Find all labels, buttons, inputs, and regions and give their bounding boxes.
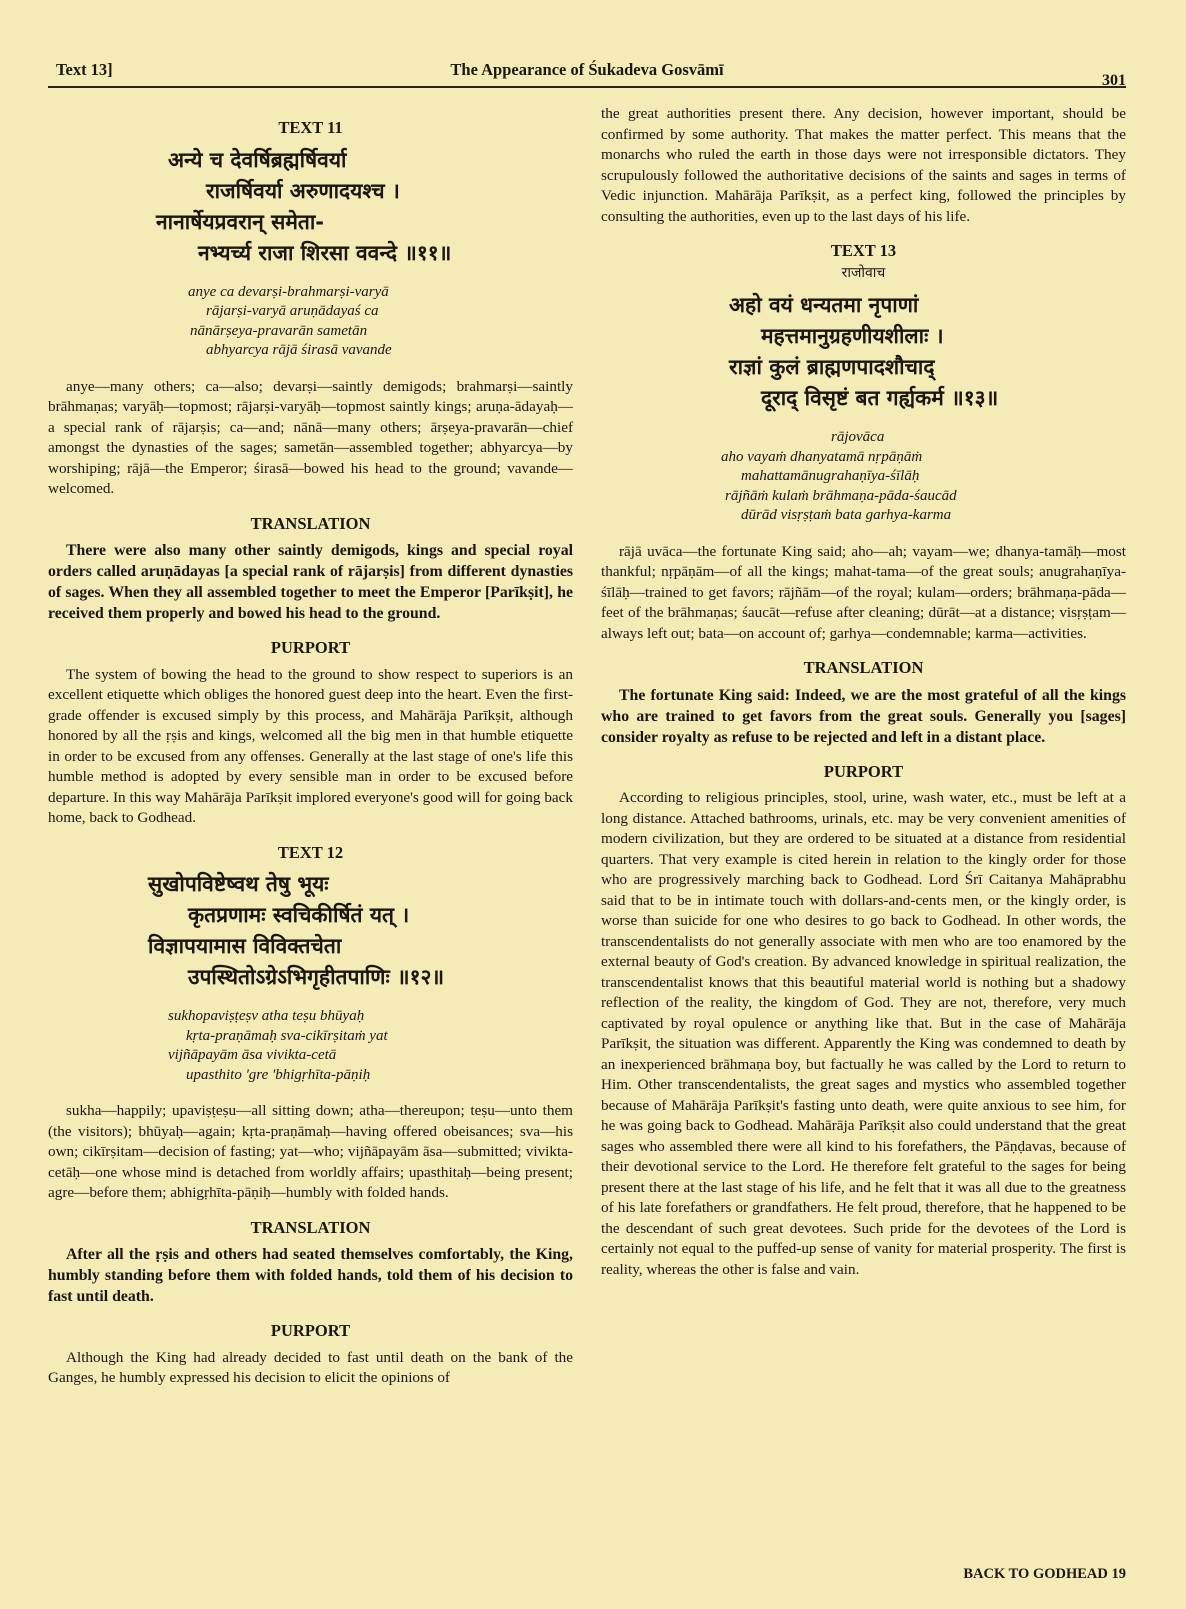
translit-line: upasthito 'gre 'bhigṛhīta-pāṇiḥ xyxy=(186,1066,371,1083)
two-column-body xyxy=(48,104,1126,1389)
text13-translation: The fortunate King said: Indeed, we are the most grateful of all the kings who are trained to get favors from the great souls. Generally you [sages] consider royalty as refuse to be rejected and left in a distant place. xyxy=(601,686,1126,746)
translit-line: dūrād visṛṣṭaṁ bata garhya-karma xyxy=(741,507,952,523)
text11-heading: TEXT 11 xyxy=(278,118,343,137)
text11-synonyms: anye—many others; ca—also; devarṣi—saintly demigods; brahmarṣi—saintly brāhmaṇas; varyāḥ—topmost; rājarṣi-varyāḥ—topmost saintly kings; aruṇa-ādayaḥ—a special rank of rājarṣis; ca—and; nānā—many others; ārṣeya-pravarān—chief amongst the dynasties of the sages; sametān—assembled together; abhyarcya—by worshiping; rājā—the Emperor; śirasā—bowed his head to the ground; vavande—welcomed. xyxy=(48,377,573,497)
text13-devanagari-subheading: राजोवाच xyxy=(841,265,886,281)
text12-transliteration xyxy=(48,1007,573,1085)
text12-purport-continuation: the great authorities present there. Any decision, however important, should be confirmed by some authority. That makes the matter perfect. This means that the monarchs who ruled the earth in those days were not irresponsible dictators. They scrupulously followed the authoritative decisions of the saints and sages in terms of Vedic injunction. Mahārāja Parīkṣit, as a perfect king, followed the principles by consulting the authorities, even up to the last days of his life. xyxy=(601,105,1126,225)
text12-purport-heading: PURPORT xyxy=(270,1321,351,1340)
text12-heading: TEXT 12 xyxy=(277,842,344,862)
translit-line: aho vayaṁ dhanyatamā nṛpāṇāṁ xyxy=(721,448,923,465)
text12-synonyms: sukha—happily; upaviṣṭeṣu—all sitting down; atha—thereupon; teṣu—unto them (the visitors); bhūyaḥ—again; kṛta-praṇāmaḥ—having offered obeisances; sva—his own; cikīrṣitam—decision of fasting; yat—who; vijñāpayām āsa—submitted; vivikta-cetāḥ—one whose mind is detached from worldly affairs; upasthitaḥ—being present; agre—before them; abhigṛhīta-pāṇiḥ—humbly with folded hands. xyxy=(48,1102,573,1201)
magazine-footer: BACK TO GODHEAD 19 xyxy=(963,1566,1126,1582)
chapter-reference: Text 13] xyxy=(56,60,113,79)
text13-devanagari-verse xyxy=(601,290,1126,414)
verse-line: अहो वयं धन्यतमा नृपाणां xyxy=(729,293,919,317)
text11-translation: There were also many other saintly demigods, kings and special royal orders called aruṇādayas [a special rank of rājarṣis] from different dynasties of sages. When they all assembled together to meet the Emperor [Parīkṣit], he received them properly and bowed his head to the ground. xyxy=(48,542,573,622)
translit-line: mahattamānugrahaṇīya-śīlāḥ xyxy=(741,468,920,484)
translit-line: anye ca devarṣi-brahmarṣi-varyā xyxy=(188,283,389,300)
verse-line: विज्ञापयामास विविक्तचेता xyxy=(148,934,342,958)
translit-line: rājñāṁ kulaṁ brāhmaṇa-pāda-śaucād xyxy=(725,487,957,504)
verse-line: सुखोपविष्टेष्वथ तेषु भूयः xyxy=(148,872,329,896)
verse-line: कृतप्रणामः स्वचिकीर्षितं यत् । xyxy=(188,903,410,927)
verse-line: दूराद् विसृष्टं बत गर्ह्यकर्म ॥१३॥ xyxy=(761,386,999,410)
chapter-title: The Appearance of Śukadeva Gosvāmī xyxy=(450,60,724,79)
text12-devanagari-verse xyxy=(48,869,573,993)
right-column xyxy=(601,104,1126,1389)
verse-line: नानार्षेयप्रवरान् समेता- xyxy=(156,209,325,234)
text13-synonyms: rājā uvāca—the fortunate King said; aho—ah; vayam—we; dhanya-tamāḥ—most thankful; nṛpāṇām—of all the kings; mahat-tama—of the great souls; anugrahaṇīya-śīlāḥ—trained to get favors; rājñām—of the royal; kulam—orders; brāhmaṇa-pāda—feet of the brāhmaṇas; śaucāt—refuse after cleaning; dūrāt—at a distance; visṛṣṭam—always left out; bata—on account of; garhya—condemnable; karma—activities. xyxy=(601,542,1126,642)
verse-line: महत्तमानुग्रहणीयशीलाः । xyxy=(761,324,944,348)
text11-purport-heading: PURPORT xyxy=(270,638,351,657)
translit-line: rājarṣi-varyā aruṇādayaś ca xyxy=(206,303,379,319)
text13-purport-heading: PURPORT xyxy=(823,761,904,781)
left-column xyxy=(48,104,573,1389)
translit-line: abhyarcya rājā śirasā vavande xyxy=(206,342,392,358)
text13-transliteration xyxy=(601,428,1126,526)
translit-line: rājovāca xyxy=(831,429,885,445)
text13-heading: TEXT 13 xyxy=(830,241,897,260)
text11-devanagari-verse xyxy=(48,145,573,269)
text11-purport: The system of bowing the head to the ground to show respect to superiors is an excellent etiquette which obliges the honored guest deep into the heart. Even the first-grade offender is excused simply by this process, and Mahārāja Parīkṣit, although honored by all the ṛṣis and kings, welcomed all the big men in that humble etiquette in order to be excused from any offenses. Generally at the last stage of one's life this humble method is adopted by every sensible man in order to be excused before departure. In this way Mahārāja Parīkṣit implored everyone's good will for going back home, back to Godhead. xyxy=(48,665,573,826)
text12-translation: After all the ṛṣis and others had seated themselves comfortably, the King, humbly standing before them with folded hands, told them of his decision to fast until death. xyxy=(48,1246,573,1305)
verse-line: नभ्यर्च्य राजा शिरसा ववन्दे ॥११॥ xyxy=(198,240,452,265)
verse-line: उपस्थितोऽग्रेऽभिगृहीतपाणिः ॥१२॥ xyxy=(188,965,445,989)
translit-line: vijñāpayām āsa vivikta-cetā xyxy=(168,1047,337,1063)
running-header xyxy=(48,52,1126,88)
text13-purport: According to religious principles, stool, urine, wash water, etc., must be left at a long distance. Attached bathrooms, urinals, etc. may be very convenient amenities of modern civilization, but they are ordered to be situated at a distance from residential quarters. That very example is cited herein in relation to the kingly order for those who are progressively marching back to Godhead. Lord Śrī Caitanya Mahāprabhu said that to be in intimate touch with dollars-and-cents men, or the kingly order, is worse than suicide for one who desires to go back to Godhead. In other words, the transcendentalists do not generally associate with men who are too enamored by the external beauty of God's creation. By advanced knowledge in spiritual realization, the transcendentalist knows that this beautiful material world is nothing but a shadowy reflection of the reality, the kingdom of God. They are not, therefore, very much captivated by royal opulence or anything like that. But in the case of Mahārāja Parīkṣit, the situation was different. Apparently the King was condemned to death by an inexperienced brāhmaṇa boy, but factually he was called by the Lord to return to Him. Other transcendentalists, the great sages and mystics who assembled together because of Mahārāja Parīkṣit's fasting unto death, were quite anxious to see him, for he was going back to Godhead. Mahārāja Parīkṣit also could understand that the great sages who assembled there were all kind to his forefathers, the Pāṇḍavas, because of their devotional service to the Lord. He therefore felt grateful to the sages for being present there at the last stage of his life, and he felt that it was all due to the greatness of his late forefathers or grandfathers. He felt proud, therefore, that he happened to be the descendant of such great devotees. Such pride for the devotees of the Lord is certainly not equal to the puffed-up sense of vanity for material prosperity. The first is reality, whereas the other is false and vain. xyxy=(601,789,1126,1278)
verse-line: राजर्षिवर्या अरुणादयश्च । xyxy=(206,178,400,203)
verse-line: अन्ये च देवर्षिब्रह्मर्षिवर्या xyxy=(168,147,347,172)
translit-line: kṛta-praṇāmaḥ sva-cikīrṣitaṁ yat xyxy=(186,1027,388,1044)
text12-purport: Although the King had already decided to fast until death on the bank of the Ganges, he humbly expressed his decision to elicit the opinions of xyxy=(48,1348,573,1386)
text12-translation-heading: TRANSLATION xyxy=(250,1217,371,1237)
verse-line: राज्ञां कुलं ब्राह्मणपादशौचाद् xyxy=(729,355,935,379)
text11-transliteration xyxy=(48,283,573,361)
translit-line: nānārṣeya-pravarān sametān xyxy=(190,322,368,339)
page-number: 301 xyxy=(1102,72,1126,89)
translit-line: sukhopaviṣṭeṣv atha teṣu bhūyaḥ xyxy=(168,1008,365,1024)
text13-translation-heading: TRANSLATION xyxy=(803,658,924,677)
text11-translation-heading: TRANSLATION xyxy=(250,513,371,533)
